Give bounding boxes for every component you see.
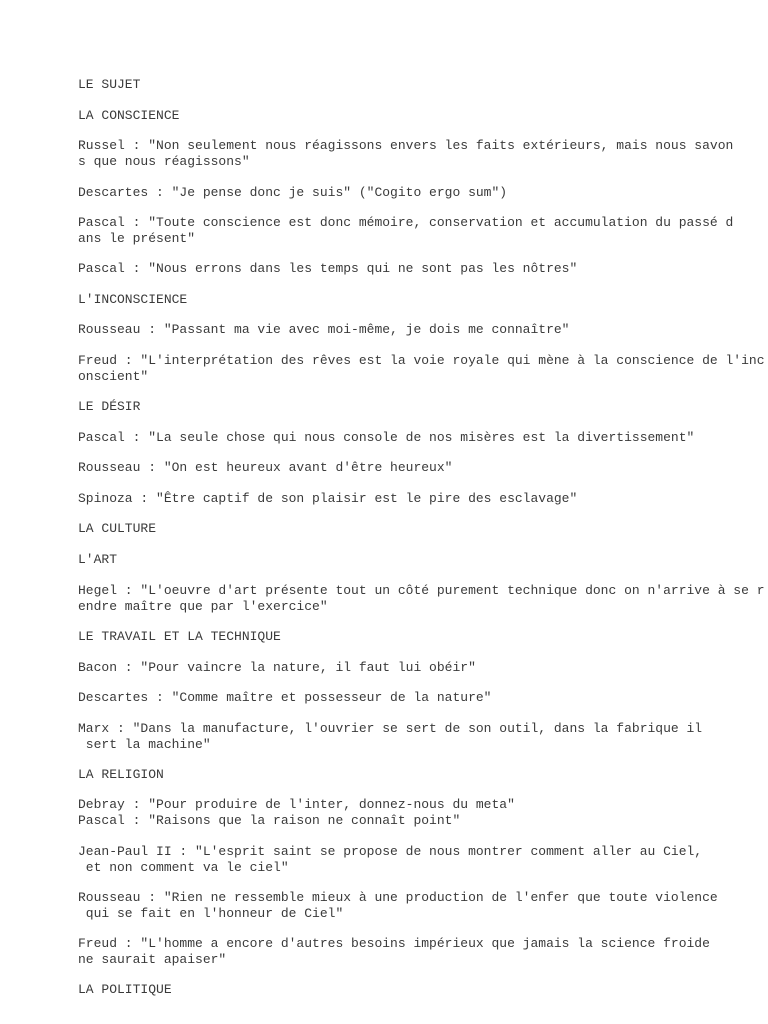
quote-line: Rousseau : "Rien ne ressemble mieux à une production de l'enfer que toute violence <box>78 890 718 905</box>
quote-line: Rousseau : "On est heureux avant d'être heureux" <box>78 460 453 475</box>
quote-line: Rousseau : "Passant ma vie avec moi-même, je dois me connaître" <box>78 322 570 337</box>
section-heading-le-travail: LE TRAVAIL ET LA TECHNIQUE <box>78 629 281 644</box>
quote-line: endre maître que par l'exercice" <box>78 599 328 614</box>
section-heading-la-culture: LA CULTURE <box>78 521 157 536</box>
section-heading-l-inconscience: L'INCONSCIENCE <box>78 292 188 307</box>
quote-line: Bacon : "Pour vaincre la nature, il faut lui obéir" <box>78 660 476 675</box>
quote-line: Pascal : "Raisons que la raison ne connaît point" <box>78 813 461 828</box>
quote-line: s que nous réagissons" <box>78 154 250 169</box>
section-heading-la-conscience: LA CONSCIENCE <box>78 108 180 123</box>
quote-line: qui se fait en l'honneur de Ciel" <box>78 906 344 921</box>
quote-line: Hegel : "L'oeuvre d'art présente tout un côté purement technique donc on n'arrive à se r <box>78 583 765 598</box>
quote-line: Pascal : "Nous errons dans les temps qui ne sont pas les nôtres" <box>78 261 578 276</box>
quote-line: ans le présent" <box>78 231 196 246</box>
quote-line: Freud : "L'homme a encore d'autres besoins impérieux que jamais la science froide <box>78 936 710 951</box>
section-heading-l-art: L'ART <box>78 552 118 567</box>
quote-line: Descartes : "Je pense donc je suis" ("Cogito ergo sum") <box>78 185 508 200</box>
quote-line: Marx : "Dans la manufacture, l'ouvrier se sert de son outil, dans la fabrique il <box>78 721 703 736</box>
quote-line: Descartes : "Comme maître et possesseur de la nature" <box>78 690 492 705</box>
quote-line: Jean-Paul II : "L'esprit saint se propose de nous montrer comment aller au Ciel, <box>78 844 703 859</box>
section-heading-le-desir: LE DÉSIR <box>78 399 141 414</box>
section-heading-la-religion: LA RELIGION <box>78 767 164 782</box>
section-heading-la-politique: LA POLITIQUE <box>78 982 172 997</box>
quote-line: onscient" <box>78 369 149 384</box>
quote-line: Freud : "L'interprétation des rêves est la voie royale qui mène à la conscience de l'inc <box>78 353 765 368</box>
quote-line: Pascal : "La seule chose qui nous console de nos misères est la divertissement" <box>78 430 695 445</box>
section-heading-le-sujet: LE SUJET <box>78 77 141 92</box>
quote-line: Debray : "Pour produire de l'inter, donnez-nous du meta" <box>78 797 515 812</box>
quote-line: ne saurait apaiser" <box>78 952 227 967</box>
quote-line: et non comment va le ciel" <box>78 860 289 875</box>
quote-line: Pascal : "Toute conscience est donc mémoire, conservation et accumulation du passé d <box>78 215 734 230</box>
quote-line: sert la machine" <box>78 737 211 752</box>
quote-line: Russel : "Non seulement nous réagissons envers les faits extérieurs, mais nous savon <box>78 138 734 153</box>
quote-line: Spinoza : "Être captif de son plaisir est le pire des esclavage" <box>78 491 578 506</box>
